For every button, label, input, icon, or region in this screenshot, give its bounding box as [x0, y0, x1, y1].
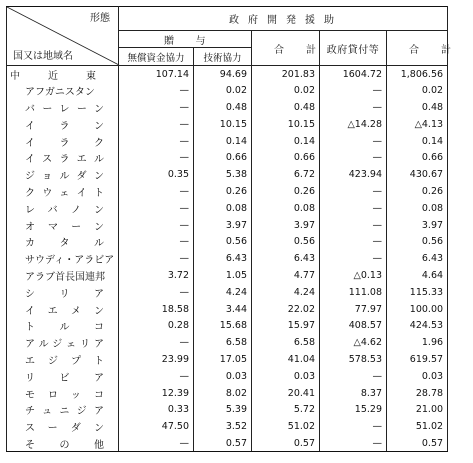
grant-subtotal-value: 6.72	[252, 166, 320, 183]
grant-aid-value: —	[119, 200, 194, 217]
total-value: 6.43	[387, 250, 448, 267]
grant-subtotal-value: 0.57	[252, 435, 320, 452]
loans-value: 111.08	[320, 284, 387, 301]
grant-aid-value: 3.72	[119, 267, 194, 284]
country-name-cell: イラク	[7, 133, 119, 150]
technical-cooperation-value: 0.14	[194, 133, 252, 150]
grant-subtotal-value: 3.97	[252, 217, 320, 234]
grant-subtotal-value: 10.15	[252, 116, 320, 133]
loans-value: —	[320, 99, 387, 116]
total-value: △4.13	[387, 116, 448, 133]
total-value: 424.53	[387, 317, 448, 334]
grant-aid-value: —	[119, 149, 194, 166]
country-name-cell: モロッコ	[7, 385, 119, 402]
country-name-cell: その他	[7, 435, 119, 452]
country-name-cell: レバノン	[7, 200, 119, 217]
grant-aid-value: 23.99	[119, 351, 194, 368]
grant-subtotal-value: 0.02	[252, 82, 320, 99]
table-row	[7, 233, 448, 250]
technical-cooperation-value: 5.38	[194, 166, 252, 183]
technical-cooperation-value: 0.02	[194, 82, 252, 99]
corner-header-cell	[7, 7, 119, 66]
technical-cooperation-value: 17.05	[194, 351, 252, 368]
technical-cooperation-value: 5.39	[194, 401, 252, 418]
loans-value: —	[320, 217, 387, 234]
loans-value: —	[320, 368, 387, 385]
loans-value: 77.97	[320, 301, 387, 318]
total-value: 619.57	[387, 351, 448, 368]
total-value: 0.57	[387, 435, 448, 452]
country-name-cell: イエメン	[7, 301, 119, 318]
table-row	[7, 183, 448, 200]
table-row	[7, 435, 448, 452]
table-row	[7, 116, 448, 133]
total-value: 0.02	[387, 82, 448, 99]
total-value: 21.00	[387, 401, 448, 418]
loans-header: 政府貸付等	[320, 31, 387, 66]
loans-value: 15.29	[320, 401, 387, 418]
technical-cooperation-value: 3.44	[194, 301, 252, 318]
total-value: 0.08	[387, 200, 448, 217]
country-name-cell: スーダン	[7, 418, 119, 435]
table-row	[7, 334, 448, 351]
country-name-cell: チュニジア	[7, 401, 119, 418]
loans-value: —	[320, 233, 387, 250]
grant-aid-value: 0.28	[119, 317, 194, 334]
country-name-cell: バーレーン	[7, 99, 119, 116]
grant-aid-value: —	[119, 183, 194, 200]
grant-subtotal-value: 4.77	[252, 267, 320, 284]
technical-cooperation-value: 0.66	[194, 149, 252, 166]
table-body	[7, 66, 448, 452]
total-value: 0.03	[387, 368, 448, 385]
total-value: 0.14	[387, 133, 448, 150]
grant-aid-value: —	[119, 116, 194, 133]
grant-header: 贈 与	[119, 31, 252, 48]
loans-value: 8.37	[320, 385, 387, 402]
grant-subtotal-value: 0.56	[252, 233, 320, 250]
grant-aid-value: —	[119, 233, 194, 250]
grant-aid-header: 無償資金協力	[119, 48, 194, 66]
loans-value: —	[320, 183, 387, 200]
loans-value: —	[320, 250, 387, 267]
grant-aid-value: 0.35	[119, 166, 194, 183]
table-row	[7, 250, 448, 267]
grant-aid-value: —	[119, 435, 194, 452]
grant-aid-value: 18.58	[119, 301, 194, 318]
total-value: 0.66	[387, 149, 448, 166]
country-name-cell: アルジェリア	[7, 334, 119, 351]
total-value: 1,806.56	[387, 66, 448, 83]
grant-subtotal-value: 4.24	[252, 284, 320, 301]
country-name-cell: イスラエル	[7, 149, 119, 166]
country-name-cell: リビア	[7, 368, 119, 385]
technical-cooperation-value: 0.08	[194, 200, 252, 217]
grant-subtotal-value: 201.83	[252, 66, 320, 83]
technical-cooperation-value: 94.69	[194, 66, 252, 83]
loans-value: △14.28	[320, 116, 387, 133]
grant-subtotal-value: 6.43	[252, 250, 320, 267]
oda-table	[6, 6, 473, 452]
technical-cooperation-value: 4.24	[194, 284, 252, 301]
grant-subtotal-value: 0.26	[252, 183, 320, 200]
table-row	[7, 401, 448, 418]
table-row	[7, 317, 448, 334]
country-name-cell: サウディ・アラビア	[7, 250, 119, 267]
total-value: 28.78	[387, 385, 448, 402]
total-value: 0.26	[387, 183, 448, 200]
technical-cooperation-value: 0.03	[194, 368, 252, 385]
technical-cooperation-value: 10.15	[194, 116, 252, 133]
country-name-cell: イラン	[7, 116, 119, 133]
corner-label-country: 国又は地域名	[13, 51, 73, 62]
loans-value: —	[320, 149, 387, 166]
table-row	[7, 368, 448, 385]
country-name-cell: トルコ	[7, 317, 119, 334]
total-value: 115.33	[387, 284, 448, 301]
technical-cooperation-value: 0.26	[194, 183, 252, 200]
grant-subtotal-value: 0.66	[252, 149, 320, 166]
grant-aid-value: 12.39	[119, 385, 194, 402]
technical-cooperation-value: 3.97	[194, 217, 252, 234]
table-row	[7, 385, 448, 402]
grant-aid-value: —	[119, 133, 194, 150]
table-row	[7, 301, 448, 318]
loans-value: —	[320, 435, 387, 452]
grant-subtotal-value: 22.02	[252, 301, 320, 318]
subtotal-header: 合計	[252, 31, 320, 66]
technical-cooperation-value: 6.43	[194, 250, 252, 267]
grant-subtotal-value: 0.08	[252, 200, 320, 217]
table-row	[7, 133, 448, 150]
total-value: 3.97	[387, 217, 448, 234]
table-row	[7, 284, 448, 301]
grant-subtotal-value: 41.04	[252, 351, 320, 368]
loans-value: 423.94	[320, 166, 387, 183]
grant-aid-value: 0.33	[119, 401, 194, 418]
table-row	[7, 351, 448, 368]
table-row	[7, 166, 448, 183]
table-row	[7, 82, 448, 99]
grant-aid-value: —	[119, 99, 194, 116]
technical-cooperation-header: 技術協力	[194, 48, 252, 66]
total-value: 430.67	[387, 166, 448, 183]
grant-aid-value: 47.50	[119, 418, 194, 435]
loans-value: —	[320, 133, 387, 150]
total-value: 0.48	[387, 99, 448, 116]
total-header: 合計	[387, 31, 448, 66]
grant-subtotal-value: 5.72	[252, 401, 320, 418]
country-name-cell: アラブ首長国連邦	[7, 267, 119, 284]
grant-aid-value: —	[119, 284, 194, 301]
loans-value: 578.53	[320, 351, 387, 368]
loans-value: △4.62	[320, 334, 387, 351]
table-row	[7, 66, 448, 83]
technical-cooperation-value: 1.05	[194, 267, 252, 284]
table-row	[7, 200, 448, 217]
grant-subtotal-value: 6.58	[252, 334, 320, 351]
grant-aid-value: —	[119, 334, 194, 351]
oda-header: 政府開発援助	[119, 7, 448, 31]
total-value: 0.56	[387, 233, 448, 250]
technical-cooperation-value: 0.48	[194, 99, 252, 116]
grant-subtotal-value: 15.97	[252, 317, 320, 334]
technical-cooperation-value: 8.02	[194, 385, 252, 402]
grant-subtotal-value: 0.48	[252, 99, 320, 116]
total-value: 51.02	[387, 418, 448, 435]
loans-value: —	[320, 82, 387, 99]
country-name-cell: アフガニスタン	[7, 82, 119, 99]
table-row	[7, 149, 448, 166]
loans-value: 408.57	[320, 317, 387, 334]
grant-subtotal-value: 0.03	[252, 368, 320, 385]
loans-value: 1604.72	[320, 66, 387, 83]
total-value: 1.96	[387, 334, 448, 351]
country-name-cell: オマーン	[7, 217, 119, 234]
total-value: 4.64	[387, 267, 448, 284]
technical-cooperation-value: 3.52	[194, 418, 252, 435]
corner-label-form: 形態	[90, 13, 110, 24]
grant-subtotal-value: 20.41	[252, 385, 320, 402]
country-name-cell: ジョルダン	[7, 166, 119, 183]
country-name-cell: エジプト	[7, 351, 119, 368]
country-name-cell: 中近東	[7, 66, 119, 83]
loans-value: —	[320, 200, 387, 217]
table-row	[7, 267, 448, 284]
grant-subtotal-value: 0.14	[252, 133, 320, 150]
table-row	[7, 99, 448, 116]
technical-cooperation-value: 15.68	[194, 317, 252, 334]
grant-aid-value: —	[119, 217, 194, 234]
table-row	[7, 418, 448, 435]
grant-subtotal-value: 51.02	[252, 418, 320, 435]
technical-cooperation-value: 0.56	[194, 233, 252, 250]
loans-value: —	[320, 418, 387, 435]
total-value: 100.00	[387, 301, 448, 318]
technical-cooperation-value: 0.57	[194, 435, 252, 452]
technical-cooperation-value: 6.58	[194, 334, 252, 351]
table-row	[7, 217, 448, 234]
country-name-cell: シリア	[7, 284, 119, 301]
country-name-cell: カタル	[7, 233, 119, 250]
grant-aid-value: —	[119, 368, 194, 385]
loans-value: △0.13	[320, 267, 387, 284]
country-name-cell: クウェイト	[7, 183, 119, 200]
grant-aid-value: 107.14	[119, 66, 194, 83]
grant-aid-value: —	[119, 82, 194, 99]
grant-aid-value: —	[119, 250, 194, 267]
